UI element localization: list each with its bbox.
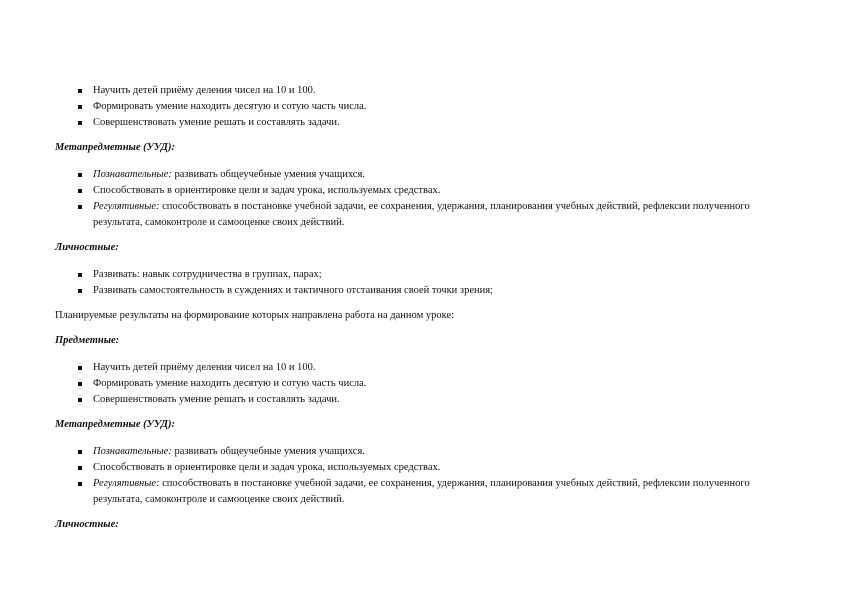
bullet-icon	[78, 482, 82, 486]
bullet-icon	[78, 205, 82, 209]
bullet-icon	[78, 89, 82, 93]
planned-results-text: Планируемые результаты на формирование которых направлена работа на данном уроке:	[55, 310, 455, 321]
list-item: Развивать: навык сотрудничества в группах, парах;	[55, 267, 795, 283]
list-item: Познавательные: развивать общеучебные умения учащихся.	[55, 167, 795, 183]
meta-list-1	[55, 167, 795, 231]
meta-heading-1: Метапредметные (УУД):	[55, 142, 175, 153]
item-term: Регулятивные:	[93, 201, 160, 212]
list-item: Регулятивные: способствовать в постановке учебной задачи, ее сохранения, удержания, планирования учебных действий, рефлексии полученного результата, самоконтроле и самооценке своих действий.	[55, 476, 795, 508]
list-item: Регулятивные: способствовать в постановке учебной задачи, ее сохранения, удержания, планирования учебных действий, рефлексии полученного результата, самоконтроле и самооценке своих действий.	[55, 199, 795, 231]
list-item: Развивать самостоятельность в суждениях и тактичного отстаивания своей точки зрения;	[55, 283, 795, 299]
bullet-icon	[78, 105, 82, 109]
meta-heading-2: Метапредметные (УУД):	[55, 419, 175, 430]
list-item: Формировать умение находить десятую и сотую часть числа.	[55, 376, 795, 392]
list-item: Научить детей приёму деления чисел на 10 и 100.	[55, 83, 795, 99]
bullet-icon	[78, 466, 82, 470]
list-item: Познавательные: развивать общеучебные умения учащихся.	[55, 444, 795, 460]
bullet-icon	[78, 189, 82, 193]
item-term: Регулятивные:	[93, 478, 160, 489]
bullet-icon	[78, 366, 82, 370]
bullet-icon	[78, 173, 82, 177]
list-item: Совершенствовать умение решать и составлять задачи.	[55, 115, 795, 131]
bullet-icon	[78, 289, 82, 293]
personal-list-1	[55, 267, 795, 299]
list-item: Научить детей приёму деления чисел на 10 и 100.	[55, 360, 795, 376]
bullet-icon	[78, 273, 82, 277]
list-item: Совершенствовать умение решать и составлять задачи.	[55, 392, 795, 408]
personal-heading-2: Личностные:	[55, 519, 119, 530]
subject-heading-2: Предметные:	[55, 335, 120, 346]
personal-heading-1: Личностные:	[55, 242, 119, 253]
item-term: Познавательные:	[93, 169, 172, 180]
meta-list-2	[55, 444, 795, 508]
bullet-icon	[78, 382, 82, 386]
list-item: Формировать умение находить десятую и сотую часть числа.	[55, 99, 795, 115]
list-item: Способствовать в ориентировке цели и задач урока, используемых средствах.	[55, 183, 795, 199]
bullet-icon	[78, 398, 82, 402]
subject-goals-list-2	[55, 360, 795, 408]
document-content	[55, 83, 795, 533]
list-item: Способствовать в ориентировке цели и задач урока, используемых средствах.	[55, 460, 795, 476]
bullet-icon	[78, 450, 82, 454]
bullet-icon	[78, 121, 82, 125]
item-term: Познавательные:	[93, 446, 172, 457]
subject-goals-list-1	[55, 83, 795, 131]
